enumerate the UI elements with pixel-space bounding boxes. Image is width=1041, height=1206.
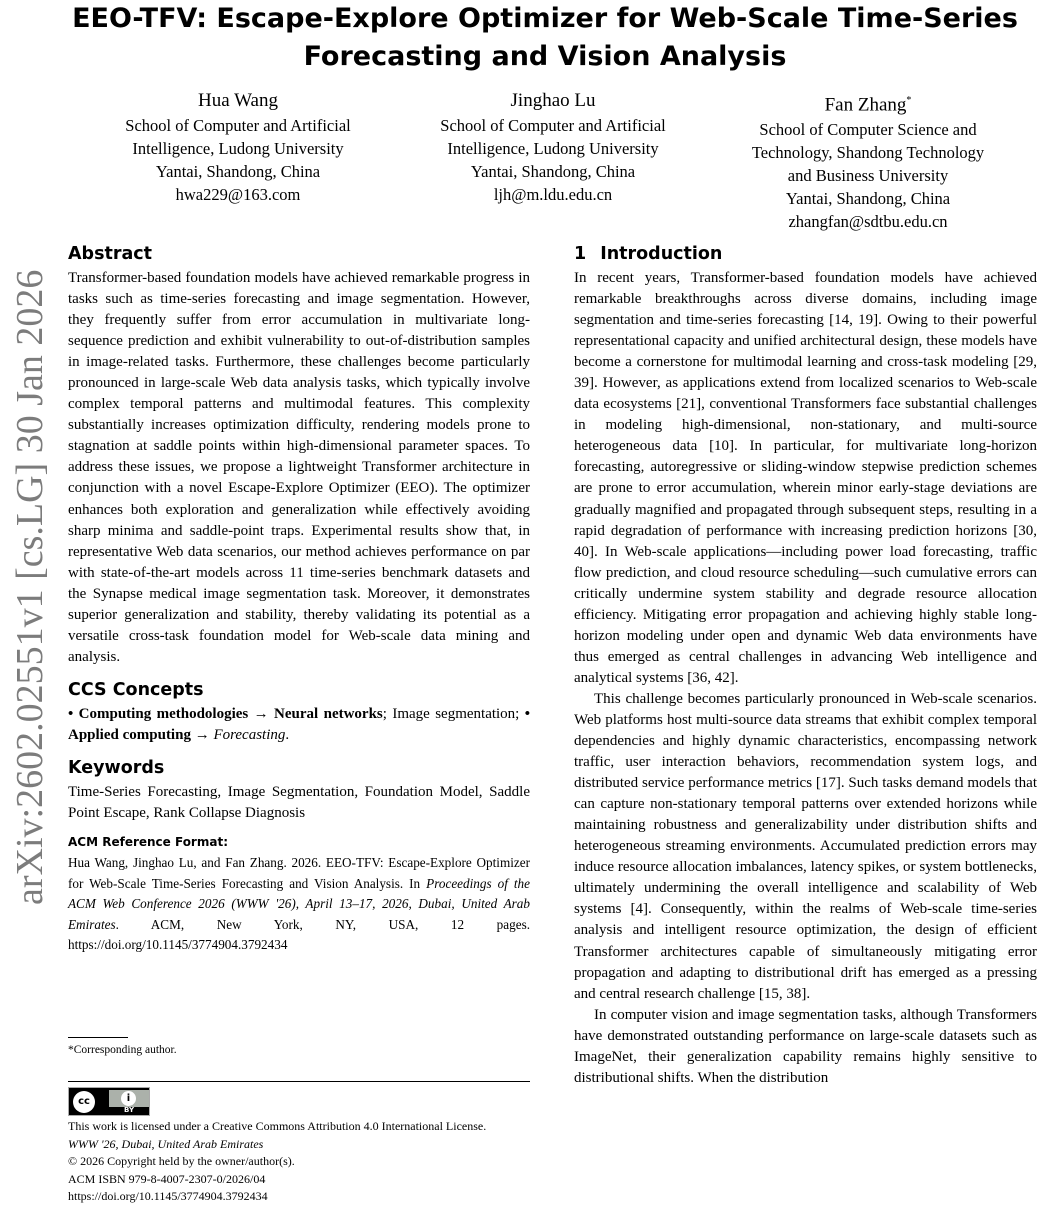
section-number: 1 bbox=[574, 244, 587, 264]
author-name: Jinghao Lu bbox=[510, 90, 596, 111]
cc-icon: cc bbox=[73, 1091, 95, 1113]
author-email: ljh@m.ldu.edu.cn bbox=[493, 185, 613, 204]
section-title: Introduction bbox=[600, 244, 723, 264]
conference-line: WWW '26, Dubai, United Arab Emirates bbox=[68, 1136, 264, 1151]
intro-paragraph-3: In computer vision and image segmentation tasks, although Transformers have demonstrated outstanding performance on large-scale datasets such as ImageNet, their generalization capability remains highly sensitive to distributional shifts. When the distribution bbox=[574, 1006, 1037, 1086]
abstract-heading: Abstract bbox=[68, 244, 153, 264]
left-column bbox=[68, 242, 530, 956]
copyright-line: © 2026 Copyright held by the owner/author(s). bbox=[68, 1154, 295, 1168]
author-block-3 bbox=[718, 88, 1018, 233]
acm-reference-text: Hua Wang, Jinghao Lu, and Fan Zhang. 2026. EEO-TFV: Escape-Explore Optimizer for Web-Scale Time-Series Forecasting and Vision Analysis. In Proceedings of the ACM Web Conference 2026 (WWW '26), April 13–17, 2026, Dubai, United Arab Emirates. ACM, New York, NY, USA, 12 pages. https://doi.org/10.1145/3774904.3792434 bbox=[68, 855, 530, 953]
license-rule bbox=[68, 1081, 530, 1082]
keywords-heading: Keywords bbox=[68, 757, 165, 778]
creative-commons-badge[interactable] bbox=[68, 1087, 150, 1116]
footnote-rule bbox=[68, 1037, 128, 1038]
attribution-person-icon: i bbox=[121, 1091, 136, 1106]
author-name: Fan Zhang bbox=[824, 94, 907, 116]
acm-reference-heading: ACM Reference Format: bbox=[68, 835, 228, 850]
author-affiliation: Intelligence, Ludong University bbox=[132, 139, 344, 158]
author-location: Yantai, Shandong, China bbox=[470, 162, 636, 181]
title-line-1: EEO-TFV: Escape-Explore Optimizer for Web-Scale Time-Series bbox=[72, 3, 1018, 34]
abstract-text: Transformer-based foundation models have achieved remarkable progress in tasks such as time-series forecasting and image segmentation. However, they frequently suffer from error accumulation in multivariate long-sequence prediction and exhibit vulnerability to out-of-distribution samples in image-related tasks. Furthermore, these challenges become particularly pronounced in large-scale Web data analysis tasks, which typically involve complex temporal patterns and multimodal features. This complexity substantially increases optimization difficulty, rendering models prone to stagnation at saddle points within high-dimensional parameter spaces. To address these issues, we propose a lightweight Transformer architecture in conjunction with a novel Escape-Explore Optimizer (EEO). The optimizer enhances both exploration and generalization while effectively avoiding sharp minima and saddle-point traps. Experimental results show that, in representative Web data scenarios, our method achieves performance on par with state-of-the-art models across 11 time-series benchmark datasets and the Synapse medical image segmentation task. Moreover, it demonstrates superior generalization and stability, thereby validating its potential as a versatile cross-task foundation model for Web-scale data mining and analysis. bbox=[68, 270, 530, 665]
author-affiliation: School of Computer and Artificial bbox=[125, 116, 351, 135]
keywords-text: Time-Series Forecasting, Image Segmentation, Foundation Model, Saddle Point Escape, Rank Collapse Diagnosis bbox=[68, 783, 530, 822]
author-location: Yantai, Shandong, China bbox=[785, 189, 951, 209]
intro-paragraph-2: This challenge becomes particularly pronounced in Web-scale scenarios. Web platforms host multi-source data streams that exhibit complex temporal dependencies and highly dynamic characteristics, encompassing network traffic, user interaction behaviors, recommendation system logs, and distributed service performance metrics [17]. Such tasks demand models that can capture non-stationary temporal patterns over extended horizons while maintaining robustness and generalizability under distribution shifts and heterogeneous streaming environments. Accumulated prediction errors may induce resource allocation imbalances, latency spikes, or system bottlenecks, ultimately undermining the overall intelligence and scalability of Web systems [4]. Consequently, within the realms of Web-scale time-series analysis and intelligent resource optimization, the design of efficient Transformer architectures capable of simultaneously mitigating error propagation and adapting to distributional drift has emerged as a pressing and central research challenge [15, 38]. bbox=[574, 690, 1037, 1002]
paper-title bbox=[40, 0, 1041, 76]
introduction-heading bbox=[574, 242, 1037, 266]
footnote: *Corresponding author. bbox=[68, 1044, 177, 1056]
ccs-text: • Computing methodologies → Neural networks; Image segmentation; • Applied computing → Forecasting. bbox=[68, 705, 531, 743]
author-affiliation: and Business University bbox=[787, 166, 949, 186]
author-name: Hua Wang bbox=[198, 90, 278, 111]
intro-paragraph-1: In recent years, Transformer-based foundation models have achieved remarkable breakthroughs across diverse domains, including image segmentation and time-series forecasting [14, 19]. Owing to their powerful representational capacity and unified architectural design, these models have become a cornerstone for multimodal learning and cross-task modeling [29, 39]. However, as applications extend from localized scenarios to Web-scale data ecosystems [21], conventional Transformers face substantial challenges in modeling high-dimensional, non-stationary, and multi-source heterogeneous data [10]. In particular, for multivariate long-horizon forecasting, autoregressive or sliding-window stepwise prediction schemes are prone to error accumulation, wherein minor early-stage deviations are gradually magnified and propagated through subsequent steps, resulting in a rapid degradation of performance with increasing prediction horizons [30, 40]. In Web-scale applications—including power load forecasting, traffic flow prediction, and cloud resource scheduling—such cumulative errors can critically undermine system stability and degrade resource allocation efficiency. Mitigating error propagation and achieving highly stable long-horizon modeling under open and dynamic Web data environments have thus emerged as central challenges in advancing Web intelligence and analytical systems [36, 42]. bbox=[574, 270, 1037, 686]
author-block-2 bbox=[402, 88, 704, 206]
license-line: This work is licensed under a Creative Commons Attribution 4.0 International License. bbox=[68, 1119, 487, 1133]
by-label: BY bbox=[124, 1106, 135, 1114]
title-line-2: Forecasting and Vision Analysis bbox=[303, 41, 787, 72]
arxiv-identifier: arXiv:2602.02551v1 [cs.LG] 30 Jan 2026 bbox=[9, 269, 51, 905]
doi-link[interactable]: https://doi.org/10.1145/3774904.3792434 bbox=[68, 1189, 268, 1203]
author-location: Yantai, Shandong, China bbox=[155, 162, 321, 181]
author-block-1 bbox=[88, 88, 388, 206]
author-affiliation: School of Computer and Artificial bbox=[440, 116, 666, 135]
author-email: zhangfan@sdtbu.edu.cn bbox=[788, 212, 948, 232]
right-column bbox=[574, 242, 1037, 1089]
ccs-heading: CCS Concepts bbox=[68, 679, 204, 700]
author-affiliation: Technology, Shandong Technology bbox=[751, 143, 985, 163]
corresponding-mark: * bbox=[906, 95, 912, 106]
author-affiliation: School of Computer Science and bbox=[759, 120, 977, 140]
author-affiliation: Intelligence, Ludong University bbox=[447, 139, 659, 158]
isbn-line: ACM ISBN 979-8-4007-2307-0/2026/04 bbox=[68, 1171, 266, 1186]
license-block bbox=[68, 1118, 538, 1206]
author-email: hwa229@163.com bbox=[175, 185, 301, 204]
